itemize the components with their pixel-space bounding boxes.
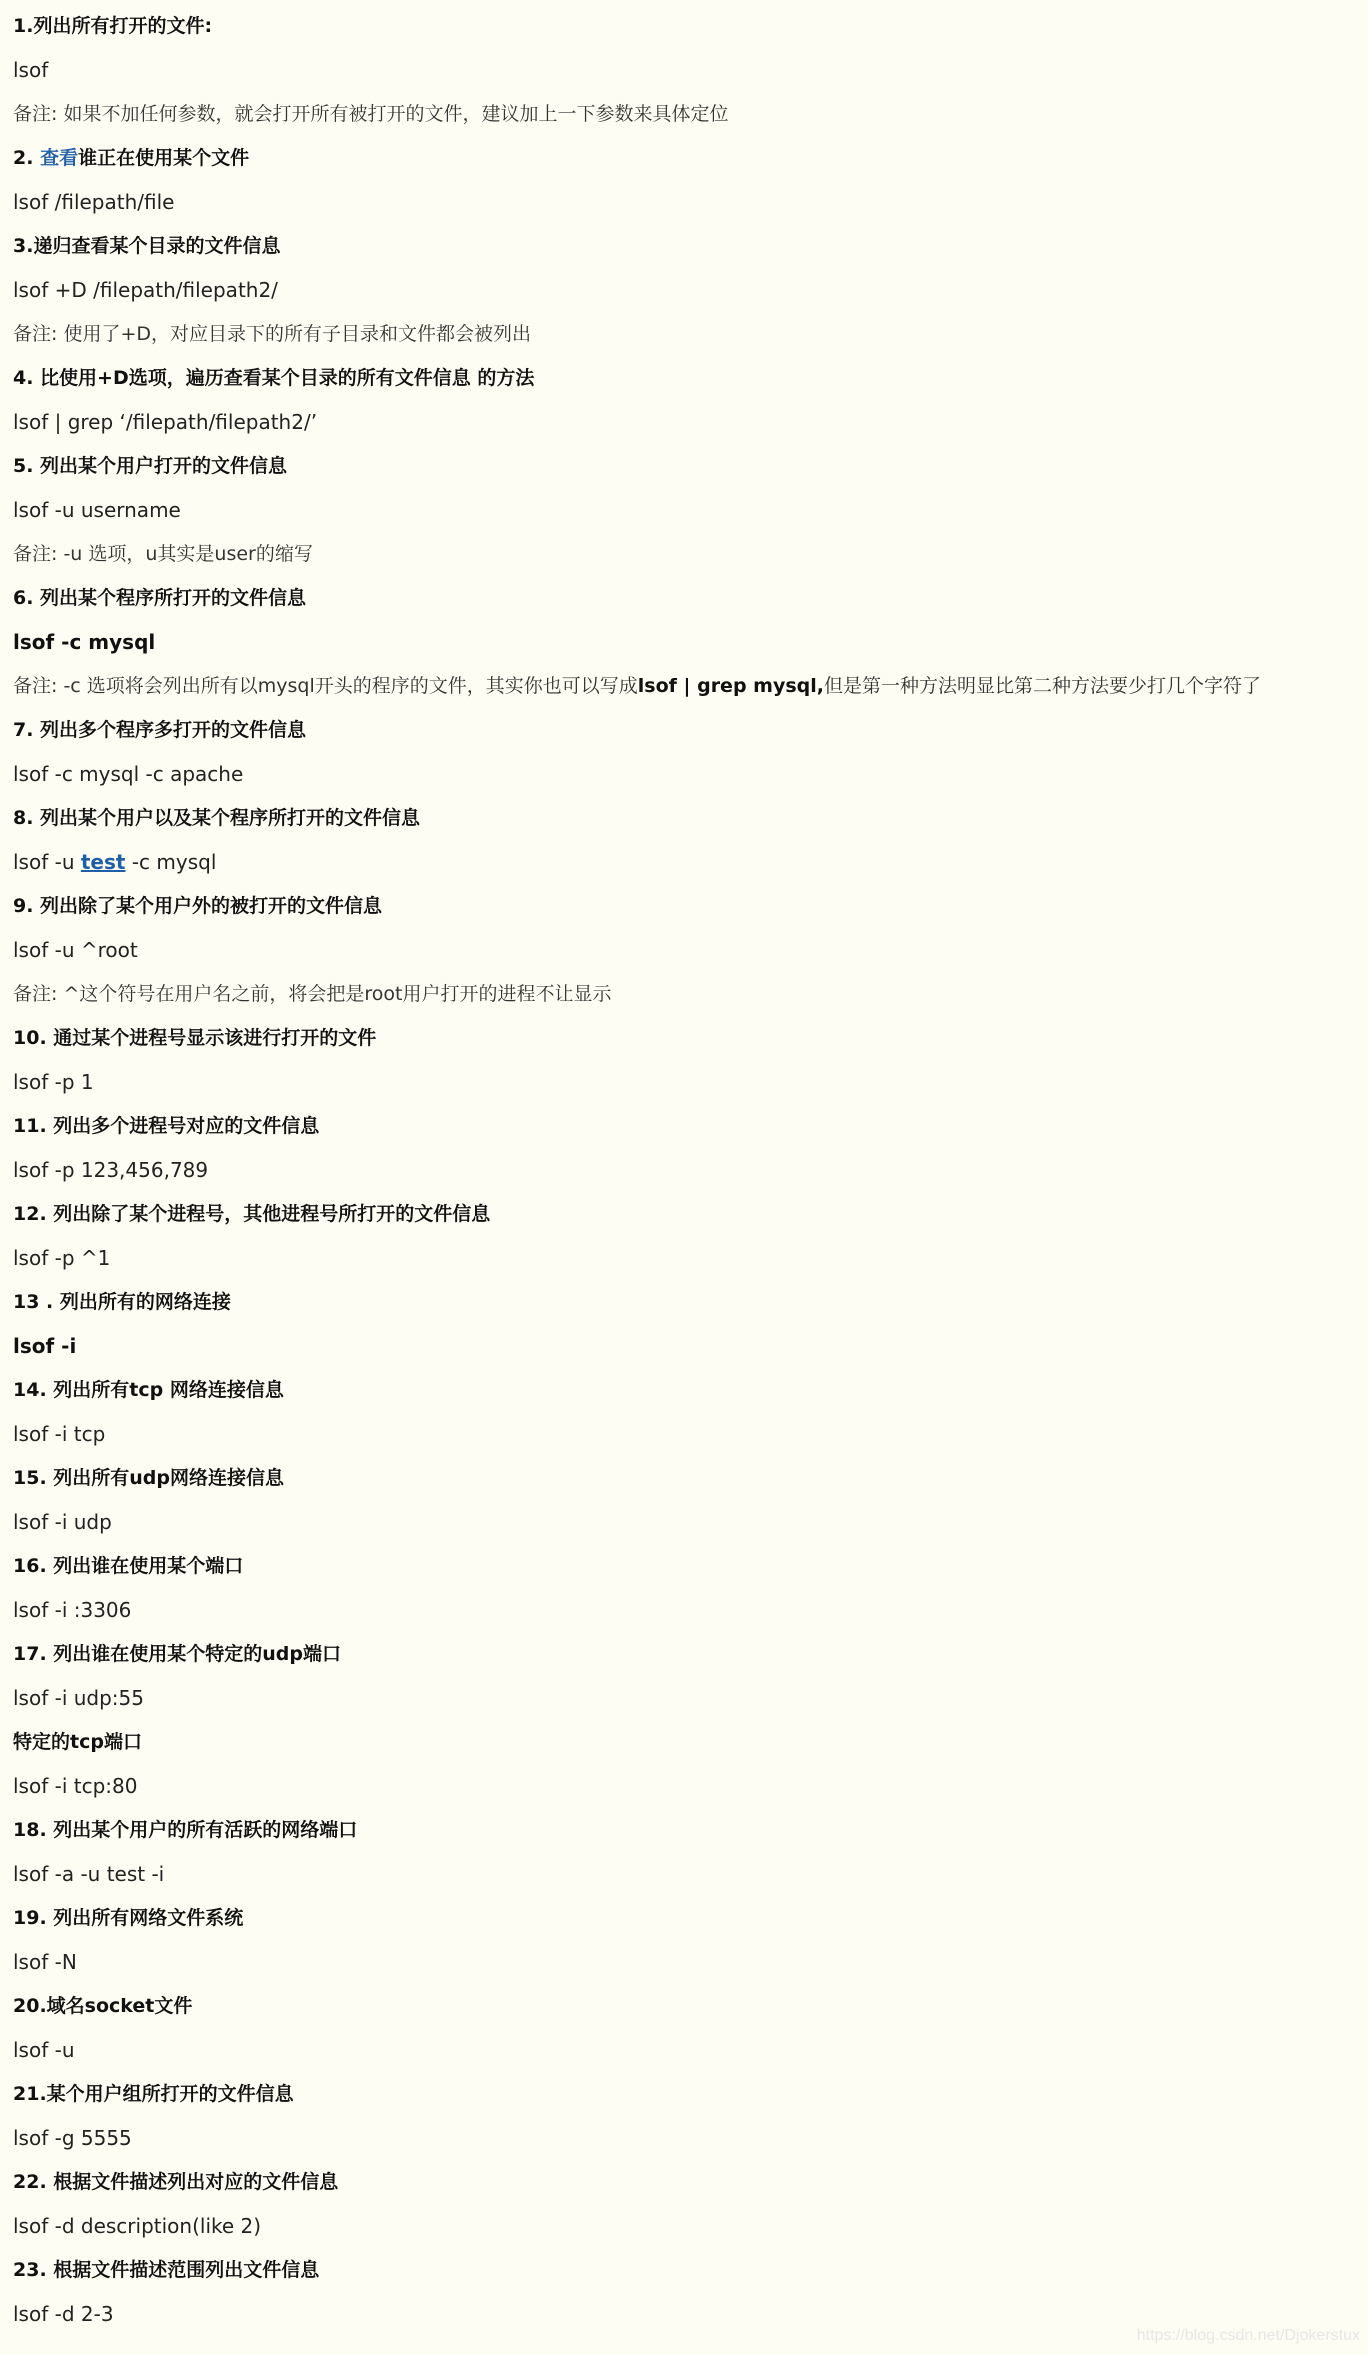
command-line: lsof -p ^1 bbox=[13, 1246, 111, 1270]
command-line: lsof -a -u test -i bbox=[13, 1862, 165, 1886]
command-line: lsof -u bbox=[13, 2038, 75, 2062]
command-line: lsof -u username bbox=[13, 498, 181, 522]
section-heading: 16. 列出谁在使用某个端口 bbox=[13, 1555, 244, 1577]
section-heading: 19. 列出所有网络文件系统 bbox=[13, 1907, 244, 1929]
command-line: lsof -u ^root bbox=[13, 938, 138, 962]
command-text: lsof -u bbox=[13, 850, 81, 874]
note-command: lsof | grep mysql, bbox=[637, 675, 824, 697]
note-line bbox=[13, 664, 1358, 708]
note-line: 备注: 使用了+D，对应目录下的所有子目录和文件都会被列出 bbox=[13, 323, 531, 345]
heading-number: 2. bbox=[13, 147, 41, 169]
command-line: lsof bbox=[13, 58, 49, 82]
command-line: lsof -i tcp bbox=[13, 1422, 106, 1446]
section-heading: 17. 列出谁在使用某个特定的udp端口 bbox=[13, 1643, 342, 1665]
command-line: lsof -c mysql bbox=[13, 630, 156, 654]
section-heading: 15. 列出所有udp网络连接信息 bbox=[13, 1467, 285, 1489]
command-line: lsof | grep ‘/filepath/filepath2/’ bbox=[13, 410, 318, 434]
command-text: -c mysql bbox=[125, 850, 217, 874]
section-heading: 11. 列出多个进程号对应的文件信息 bbox=[13, 1115, 320, 1137]
section-heading: 4. 比使用+D选项，遍历查看某个目录的所有文件信息 的方法 bbox=[13, 367, 535, 389]
command-line: lsof -i :3306 bbox=[13, 1598, 132, 1622]
command-line: lsof -g 5555 bbox=[13, 2126, 132, 2150]
view-link[interactable]: 查看 bbox=[40, 147, 79, 169]
section-heading bbox=[13, 136, 1358, 180]
command-line: lsof -i bbox=[13, 1334, 77, 1358]
section-heading: 8. 列出某个用户以及某个程序所打开的文件信息 bbox=[13, 807, 421, 829]
note-text: 但是第一种方法明显比第二种方法要少打几个字符了 bbox=[824, 675, 1262, 697]
command-line: lsof -i udp bbox=[13, 1510, 112, 1534]
note-line: 备注: ^这个符号在用户名之前，将会把是root用户打开的进程不让显示 bbox=[13, 983, 612, 1005]
command-line: lsof -i tcp:80 bbox=[13, 1774, 138, 1798]
test-link[interactable]: test bbox=[80, 850, 126, 874]
note-text: 备注: -c 选项将会列出所有以mysql开头的程序的文件，其实你也可以写成 bbox=[13, 675, 638, 697]
section-heading: 20.域名socket文件 bbox=[13, 1995, 193, 2017]
heading-text: 谁正在使用某个文件 bbox=[78, 147, 250, 169]
command-line: lsof -d description(like 2) bbox=[13, 2214, 262, 2238]
section-heading: 9. 列出除了某个用户外的被打开的文件信息 bbox=[13, 895, 383, 917]
article-body bbox=[13, 4, 1358, 2336]
command-line: lsof +D /filepath/filepath2/ bbox=[13, 278, 278, 302]
command-line: lsof /filepath/file bbox=[13, 190, 175, 214]
section-heading: 21.某个用户组所打开的文件信息 bbox=[13, 2083, 294, 2105]
section-heading: 6. 列出某个程序所打开的文件信息 bbox=[13, 587, 307, 609]
note-line: 备注: -u 选项，u其实是user的缩写 bbox=[13, 543, 313, 565]
watermark: https://blog.csdn.net/Djokerstux bbox=[1136, 2327, 1360, 2344]
command-line: lsof -d 2-3 bbox=[13, 2302, 114, 2326]
section-heading: 18. 列出某个用户的所有活跃的网络端口 bbox=[13, 1819, 358, 1841]
section-heading: 12. 列出除了某个进程号，其他进程号所打开的文件信息 bbox=[13, 1203, 491, 1225]
section-heading: 5. 列出某个用户打开的文件信息 bbox=[13, 455, 288, 477]
section-heading: 10. 通过某个进程号显示该进行打开的文件 bbox=[13, 1027, 377, 1049]
command-line: lsof -N bbox=[13, 1950, 77, 1974]
command-line: lsof -p 123,456,789 bbox=[13, 1158, 209, 1182]
section-subheading: 特定的tcp端口 bbox=[13, 1731, 142, 1753]
command-line: lsof -p 1 bbox=[13, 1070, 94, 1094]
command-line: lsof -i udp:55 bbox=[13, 1686, 144, 1710]
section-heading: 22. 根据文件描述列出对应的文件信息 bbox=[13, 2171, 339, 2193]
section-heading: 3.递归查看某个目录的文件信息 bbox=[13, 235, 281, 257]
section-heading: 23. 根据文件描述范围列出文件信息 bbox=[13, 2259, 320, 2281]
section-heading: 7. 列出多个程序多打开的文件信息 bbox=[13, 719, 307, 741]
section-heading: 13 . 列出所有的网络连接 bbox=[13, 1291, 231, 1313]
note-line: 备注: 如果不加任何参数，就会打开所有被打开的文件，建议加上一下参数来具体定位 bbox=[13, 103, 729, 125]
section-heading: 1.列出所有打开的文件: bbox=[13, 15, 213, 37]
command-line bbox=[13, 840, 1358, 884]
command-line: lsof -c mysql -c apache bbox=[13, 762, 244, 786]
section-heading: 14. 列出所有tcp 网络连接信息 bbox=[13, 1379, 284, 1401]
